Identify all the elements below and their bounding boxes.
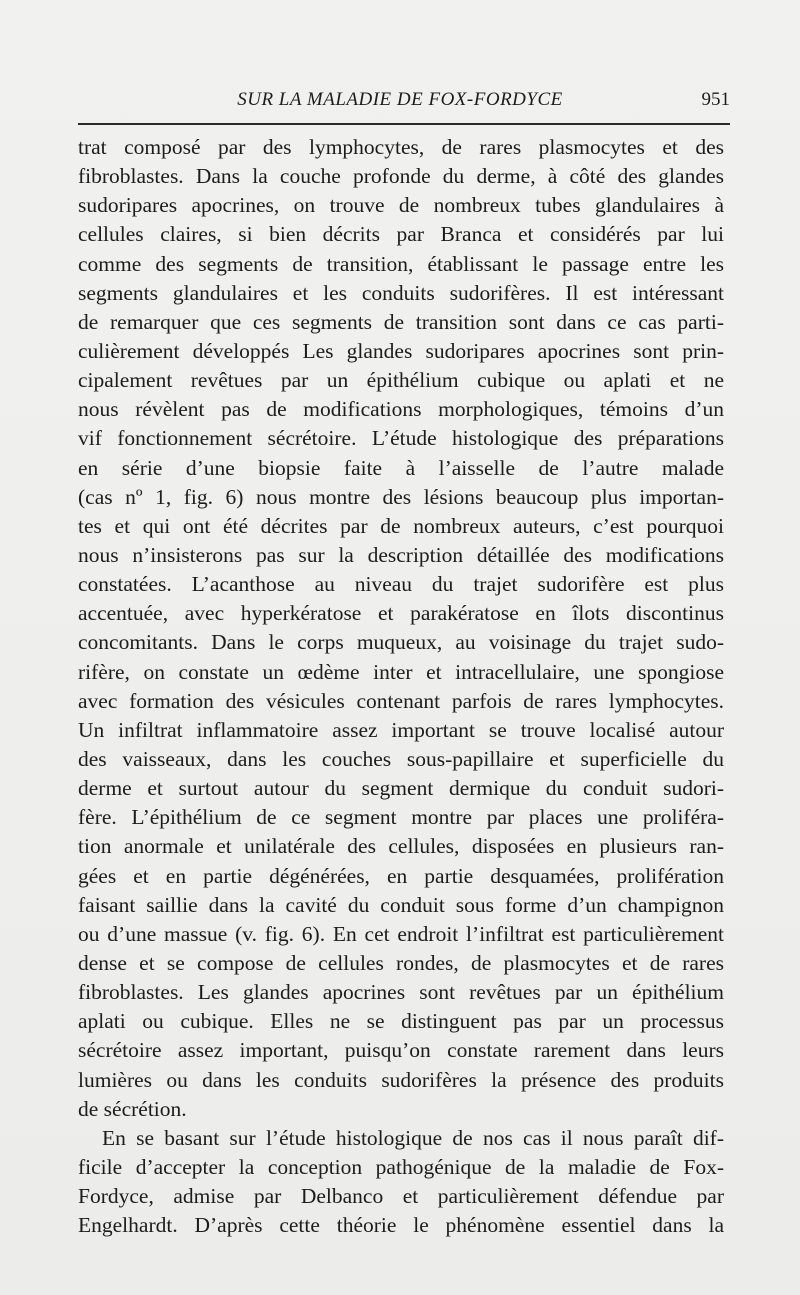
text-line: accentuée, avec hyperkératose et parakératose en îlots discontinus [78, 601, 724, 626]
text-line: des vaisseaux, dans les couches sous-papillaire et superficielle du [78, 746, 724, 771]
text-line: nous n’insisterons pas sur la description détaillée des modifications [78, 542, 724, 567]
body-text [78, 133, 724, 1240]
text-line: de sécrétion. [78, 1096, 187, 1121]
running-head [78, 89, 730, 115]
text-line: nous révèlent pas de modifications morphologiques, témoins d’un [78, 397, 724, 422]
running-title: SUR LA MALADIE DE FOX-FORDYCE [237, 89, 563, 110]
text-line: fibroblastes. Les glandes apocrines sont revêtues par un épithélium [78, 980, 724, 1005]
text-line: avec formation des vésicules contenant parfois de rares lymphocytes. [78, 688, 724, 713]
text-line: tes et qui ont été décrites par de nombreux auteurs, c’est pourquoi [78, 513, 724, 538]
text-line: fère. L’épithélium de ce segment montre par places une proliféra- [78, 805, 724, 830]
text-line: Un infiltrat inflammatoire assez important se trouve localisé autour [78, 717, 724, 742]
text-line: dense et se compose de cellules rondes, de plasmocytes et de rares [78, 950, 724, 975]
text-line: ficile d’accepter la conception pathogénique de la maladie de Fox- [78, 1154, 724, 1179]
text-line: culièrement développés Les glandes sudoripares apocrines sont prin- [78, 338, 724, 363]
text-line: rifère, on constate un œdème inter et intracellulaire, une spongiose [78, 659, 724, 684]
text-line: en série d’une biopsie faite à l’aisselle de l’autre malade [78, 455, 724, 480]
text-line: Fordyce, admise par Delbanco et particulièrement défendue par [78, 1184, 724, 1209]
text-line: constatées. L’acanthose au niveau du trajet sudorifère est plus [78, 572, 724, 597]
text-line: Engelhardt. D’après cette théorie le phénomène essentiel dans la [78, 1213, 724, 1238]
text-line: vif fonctionnement sécrétoire. L’étude histologique des préparations [78, 426, 724, 451]
text-line: (cas nº 1, fig. 6) nous montre des lésions beaucoup plus importan- [78, 484, 724, 509]
text-line: lumières ou dans les conduits sudorifères la présence des produits [78, 1067, 724, 1092]
text-line: gées et en partie dégénérées, en partie desquamées, prolifération [78, 863, 724, 888]
page-number: 951 [701, 89, 730, 110]
header-rule [78, 123, 730, 125]
text-line: derme et surtout autour du segment dermique du conduit sudori- [78, 776, 724, 801]
text-line: segments glandulaires et les conduits sudorifères. Il est intéressant [78, 280, 724, 305]
text-line: trat composé par des lymphocytes, de rares plasmocytes et des [78, 135, 724, 159]
text-line: de remarquer que ces segments de transition sont dans ce cas parti- [78, 309, 724, 334]
text-line: aplati ou cubique. Elles ne se distinguent pas par un processus [78, 1009, 724, 1034]
text-line: sudoripares apocrines, on trouve de nombreux tubes glandulaires à [78, 193, 724, 218]
text-line: fibroblastes. Dans la couche profonde du derme, à côté des glandes [78, 164, 724, 189]
text-line: comme des segments de transition, établissant le passage entre les [78, 251, 724, 276]
text-line: cipalement revêtues par un épithélium cubique ou aplati et ne [78, 368, 724, 393]
text-line: ou d’une massue (v. fig. 6). En cet endroit l’infiltrat est particulièrement [78, 921, 724, 946]
text-line: concomitants. Dans le corps muqueux, au voisinage du trajet sudo- [78, 630, 724, 655]
text-line: En se basant sur l’étude histologique de nos cas il nous paraît dif- [102, 1125, 724, 1150]
text-line: tion anormale et unilatérale des cellules, disposées en plusieurs ran- [78, 834, 724, 859]
text-line: cellules claires, si bien décrits par Branca et considérés par lui [78, 222, 724, 247]
text-line: faisant saillie dans la cavité du conduit sous forme d’un champignon [78, 892, 724, 917]
text-line: sécrétoire assez important, puisqu’on constate rarement dans leurs [78, 1038, 724, 1063]
